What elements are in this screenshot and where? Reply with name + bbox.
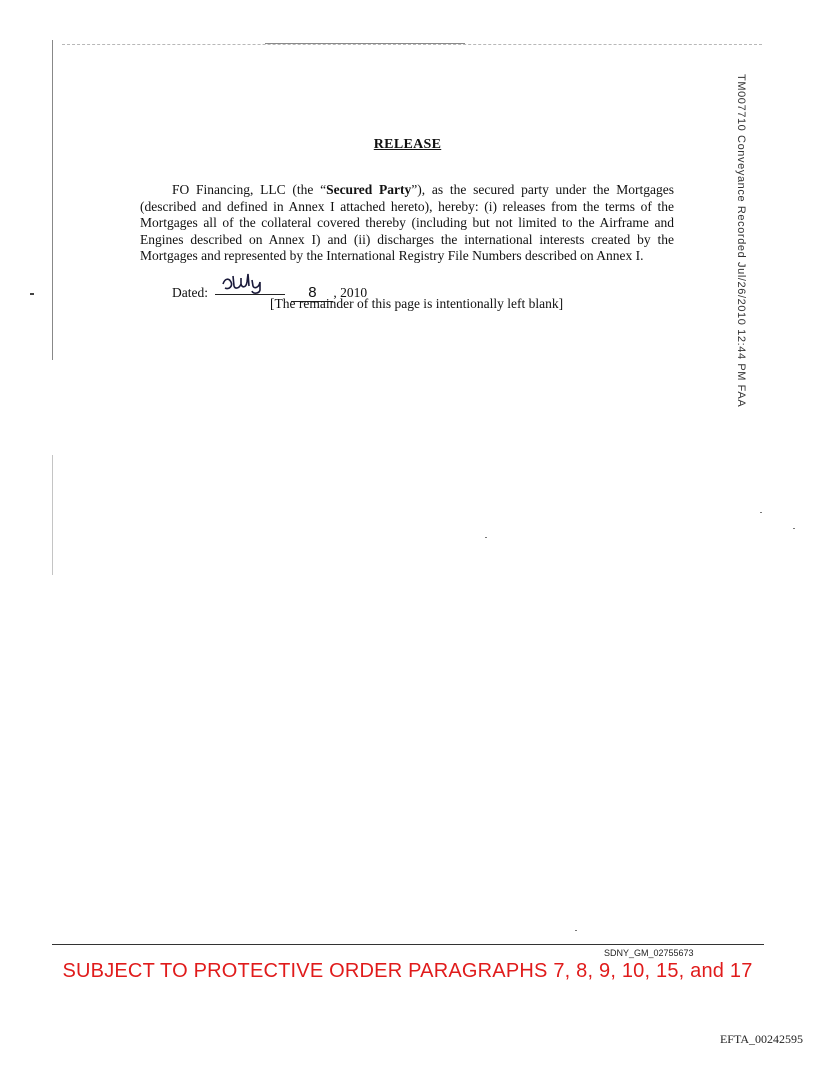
dated-label: Dated: [172,285,208,300]
dated-year: , 2010 [333,285,368,300]
bates-number: SDNY_GM_02755673 [604,948,694,958]
recording-stamp [725,74,755,434]
scan-speck [485,537,487,538]
left-margin-line [52,40,53,360]
left-scan-mark [30,293,34,295]
secured-party-term: Secured Party [326,182,412,197]
document-title: RELEASE [373,137,442,152]
paragraph-suffix: ”), as the secured party under the Mortgages (described and defined in Annex I attached hereto), hereby: (i) releases from the terms of the Mortgages all of the collateral covered thereby (including but not limited to the Airframe and Engines described on Annex I) and (ii) discharges the international interests created by the Mortgages and represented by the International Registry File Numbers described on Annex I. [140,182,674,263]
release-paragraph [140,182,674,265]
protective-order-notice: SUBJECT TO PROTECTIVE ORDER PARAGRAPHS 7, 8, 9, 10, 15, and 17 [62,960,753,982]
handwritten-day: 8 [291,284,333,302]
scan-speck [575,930,577,931]
handwritten-month [215,270,285,295]
top-scan-rule-solid [265,43,465,44]
scan-speck [793,528,795,529]
top-scan-rule [62,44,762,45]
recording-stamp-text: TM007710 Conveyance Recorded Jul/26/2010 12:44 PM FAA [735,74,747,408]
paragraph-prefix: FO Financing, LLC (the “ [172,182,327,197]
efta-number: EFTA_00242595 [719,1032,803,1046]
intentionally-blank-note: [The remainder of this page is intentionally left blank] [270,296,564,311]
scan-speck [760,512,762,513]
left-margin-line-lower [52,455,53,575]
handwritten-july-signature [219,270,281,294]
footer-rule [52,944,764,945]
